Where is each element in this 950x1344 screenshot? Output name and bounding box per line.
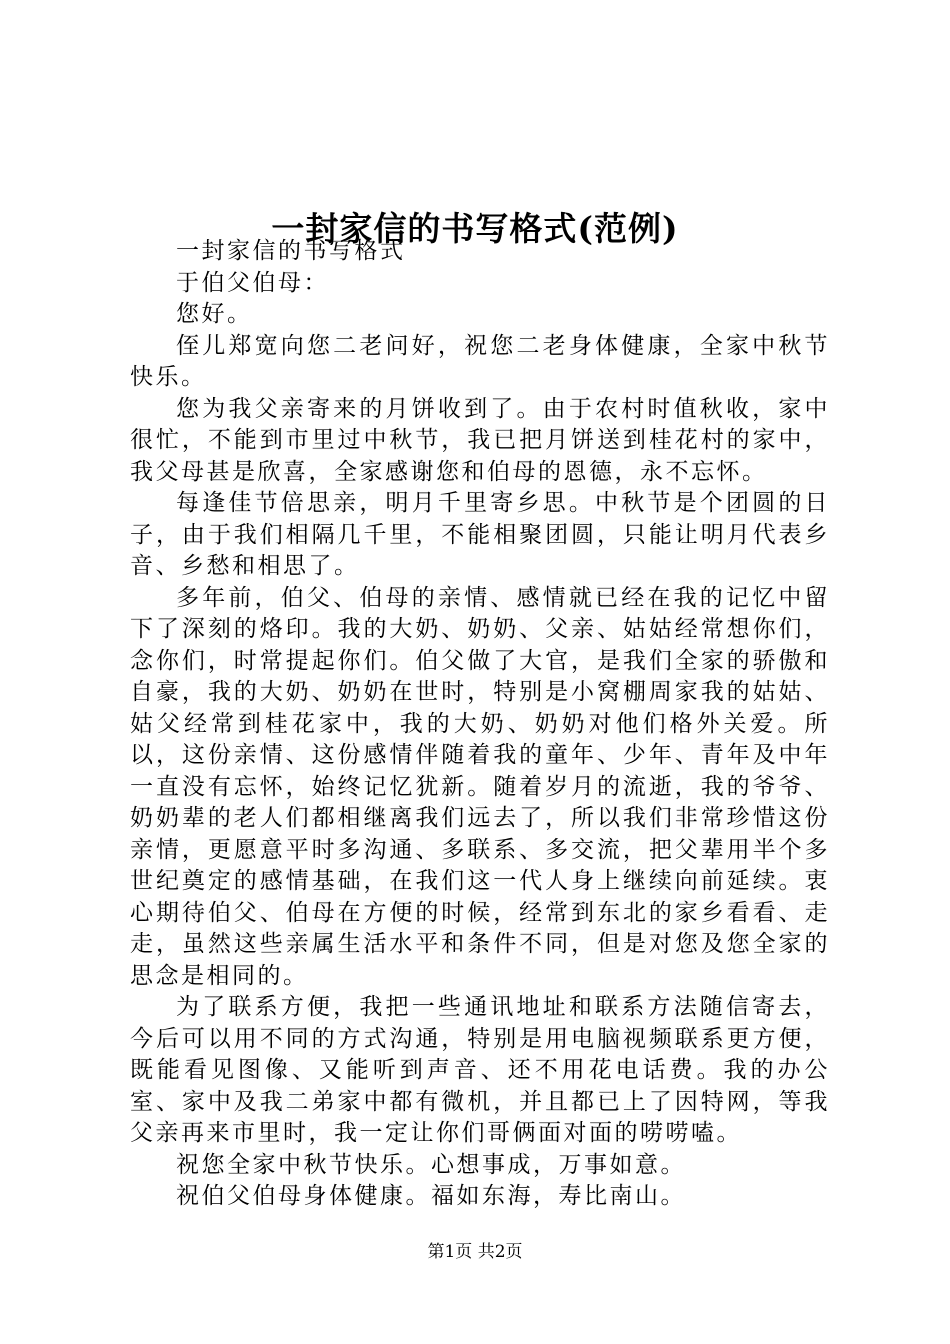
paragraph: 多年前，伯父、伯母的亲情、感情就已经在我的记忆中留下了深刻的烙印。我的大奶、奶奶、父亲、姑姑经常想你们，念你们，时常提起你们。伯父做了大官，是我们全家的骄傲和自豪，我的大奶、奶奶在世时，特别是小窝棚周家我的姑姑、姑父经常到桂花家中，我的大奶、奶奶对他们格外关爱。所以，这份亲情、这份感情伴随着我的童年、少年、青年及中年一直没有忘怀，始终记忆犹新。随着岁月的流逝，我的爷爷、奶奶辈的老人们都相继离我们远去了，所以我们非常珍惜这份亲情，更愿意平时多沟通、多联系、多交流，把父辈用半个多世纪奠定的感情基础，在我们这一代人身上继续向前延续。衷心期待伯父、伯母在方便的时候，经常到东北的家乡看看、走走，虽然这些亲属生活水平和条件不同，但是对您及您全家的思念是相同的。: [130, 584, 830, 989]
paragraph-greeting: 您好。: [176, 301, 253, 327]
paragraph: 每逢佳节倍思亲，明月千里寄乡思。中秋节是个团圆的日子，由于我们相隔几千里，不能相聚团圆，只能让明月代表乡音、乡愁和相思了。: [130, 490, 830, 579]
letter-body: [130, 236, 830, 1213]
paragraph-heading: 一封家信的书写格式: [176, 238, 406, 264]
paragraph: 您为我父亲寄来的月饼收到了。由于农村时值秋收，家中很忙，不能到市里过中秋节，我已把月饼送到桂花村的家中，我父母甚是欣喜，全家感谢您和伯母的恩德，永不忘怀。: [130, 395, 830, 485]
document-title: 一封家信的书写格式(范例): [271, 209, 679, 249]
paragraph-salutation: 于伯父伯母：: [176, 269, 329, 296]
paragraph-closing: 祝您全家中秋节快乐。心想事成，万事如意。: [176, 1151, 686, 1178]
paragraph: 为了联系方便，我把一些通讯地址和联系方法随信寄去，今后可以用不同的方式沟通，特别是用电脑视频联系更方便，既能看见图像、又能听到声音、还不用花电话费。我的办公室、家中及我二弟家中都有微机，并且都已上了因特网，等我父亲再来市里时，我一定让你们哥俩面对面的唠唠嗑。: [130, 994, 830, 1146]
paragraph: 侄儿郑宽向您二老问好，祝您二老身体健康，全家中秋节快乐。: [130, 332, 830, 390]
paragraph-closing: 祝伯父伯母身体健康。福如东海，寿比南山。: [176, 1183, 686, 1209]
page-indicator: 第1页 共2页: [427, 1242, 523, 1262]
